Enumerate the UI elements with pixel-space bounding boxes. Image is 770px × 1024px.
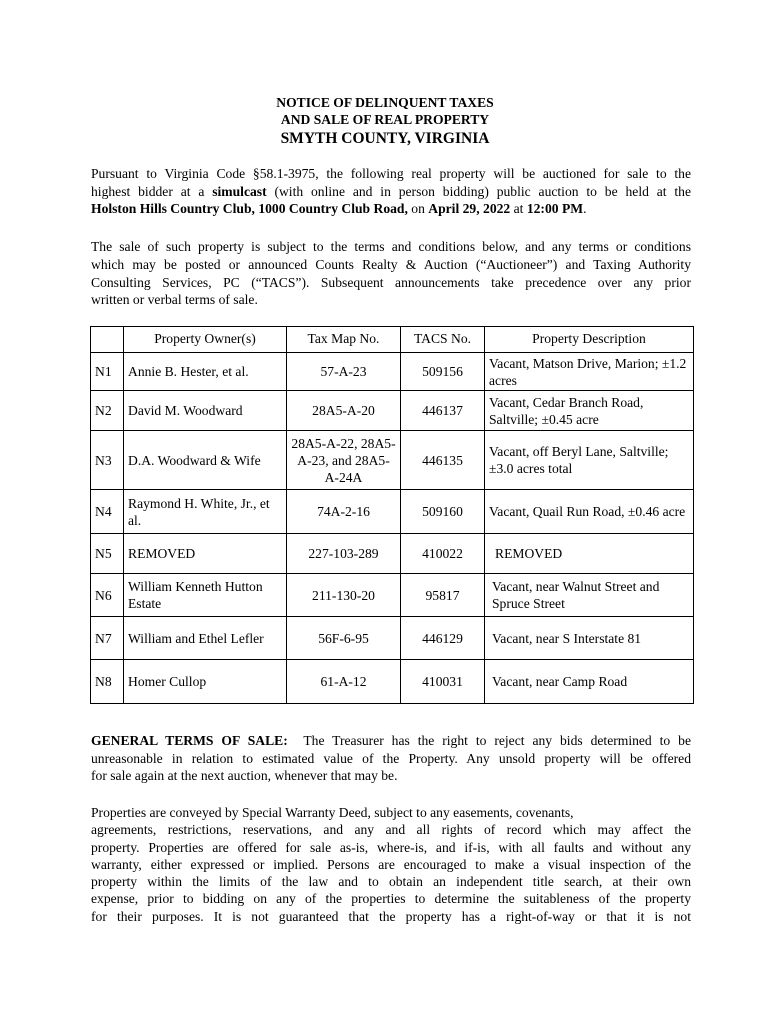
- auction-time: 12:00 PM: [526, 201, 584, 217]
- row-description: Vacant, Cedar Branch Road, Saltville; ±0.45 acre: [485, 391, 694, 431]
- intro-paragraph: [91, 165, 691, 218]
- intro-line-1: Pursuant to Virginia Code §58.1-3975, the following real property will be auctioned for sale to the: [91, 166, 691, 181]
- row-tax-map: 56F-6-95: [287, 617, 401, 660]
- notice-subtitle: AND SALE OF REAL PROPERTY: [280, 112, 490, 127]
- row-description: Vacant, near S Interstate 81: [485, 617, 694, 660]
- row-owner: Annie B. Hester, et al.: [124, 353, 287, 391]
- simulcast-emphasis: simulcast: [212, 183, 267, 199]
- row-owner: REMOVED: [124, 534, 287, 574]
- row-id: N3: [91, 431, 124, 490]
- row-tacs: 410031: [401, 660, 485, 704]
- row-tax-map: 74A-2-16: [287, 490, 401, 534]
- row-tacs: 509160: [401, 490, 485, 534]
- sale-terms-line-2: which may be posted or announced Counts Realty & Auction (“Auctioneer”) and Taxing Authority: [91, 256, 691, 272]
- row-tax-map: 28A5-A-22, 28A5-A-23, and 28A5-A-24A: [287, 431, 401, 490]
- header-tax-map: Tax Map No.: [287, 327, 401, 353]
- row-tax-map: 227-103-289: [287, 534, 401, 574]
- table-header-row: [91, 327, 694, 353]
- table-row: [91, 490, 694, 534]
- row-tacs: 446129: [401, 617, 485, 660]
- sale-terms-line-4: written or verbal terms of sale.: [91, 292, 258, 308]
- general-terms-line-1: GENERAL TERMS OF SALE: The Treasurer has the right to reject any bids determined to be: [91, 733, 691, 748]
- row-id: N1: [91, 353, 124, 391]
- property-table: [90, 326, 694, 704]
- conveyance-line-4: warranty, either expressed or implied. Persons are encouraged to make a visual inspection of the: [91, 856, 691, 872]
- auction-location: Holston Hills Country Club, 1000 Country Club Road,: [91, 201, 408, 217]
- sale-terms-line-1: The sale of such property is subject to the terms and conditions below, and any terms or conditions: [91, 239, 691, 254]
- row-owner: Raymond H. White, Jr., et al.: [124, 490, 287, 534]
- row-id: N6: [91, 574, 124, 617]
- row-description: Vacant, Matson Drive, Marion; ±1.2 acres: [485, 353, 694, 391]
- table-row: [91, 431, 694, 490]
- row-id: N7: [91, 617, 124, 660]
- conveyance-line-5: property within the limits of the law and to obtain an independent title search, at their own: [91, 874, 691, 890]
- conveyance-line-1: Properties are conveyed by Special Warranty Deed, subject to any easements, covenants,: [91, 805, 574, 820]
- row-owner: D.A. Woodward & Wife: [124, 431, 287, 490]
- row-tacs: 95817: [401, 574, 485, 617]
- row-description: Vacant, Quail Run Road, ±0.46 acre: [485, 490, 694, 534]
- intro-line-3: Holston Hills Country Club, 1000 Country Club Road, on April 29, 2022 at 12:00 PM.: [91, 201, 587, 217]
- conveyance-paragraph: [91, 804, 691, 925]
- conveyance-line-2: agreements, restrictions, reservations, and any and all rights of record which may affect the: [91, 822, 691, 838]
- row-description: Vacant, near Walnut Street and Spruce Street: [485, 574, 694, 617]
- row-tax-map: 57-A-23: [287, 353, 401, 391]
- general-terms-paragraph: [91, 732, 691, 785]
- row-tacs: 410022: [401, 534, 485, 574]
- sale-terms-line-3: Consulting Services, PC (“TACS”). Subsequent announcements take precedence over any prior: [91, 274, 691, 290]
- conveyance-line-3: property. Properties are offered for sale as-is, where-is, and if-is, with all faults and without any: [91, 839, 691, 855]
- table-row: [91, 391, 694, 431]
- table-row: [91, 660, 694, 704]
- row-tax-map: 61-A-12: [287, 660, 401, 704]
- table-row: [91, 617, 694, 660]
- row-id: N2: [91, 391, 124, 431]
- intro-line-2: highest bidder at a simulcast (with online and in person bidding) public auction to be held at the: [91, 183, 692, 199]
- row-tacs: 509156: [401, 353, 485, 391]
- conveyance-line-6: expense, prior to bidding on any of the properties to determine the suitableness of the property: [91, 891, 691, 907]
- row-description: Vacant, near Camp Road: [485, 660, 694, 704]
- general-terms-line-2: unreasonable in relation to estimated value of the Property. Any unsold property will be offered: [91, 750, 691, 766]
- county-heading: SMYTH COUNTY, VIRGINIA: [280, 130, 490, 147]
- row-tacs: 446135: [401, 431, 485, 490]
- row-description: REMOVED: [485, 534, 694, 574]
- notice-title: NOTICE OF DELINQUENT TAXES: [276, 95, 494, 110]
- header-tacs: TACS No.: [401, 327, 485, 353]
- row-owner: Homer Cullop: [124, 660, 287, 704]
- row-tax-map: 211-130-20: [287, 574, 401, 617]
- header-description: Property Description: [485, 327, 694, 353]
- row-owner: William Kenneth Hutton Estate: [124, 574, 287, 617]
- table-row: [91, 534, 694, 574]
- general-terms-line-3: for sale again at the next auction, whenever that may be.: [91, 768, 398, 784]
- row-description: Vacant, off Beryl Lane, Saltville; ±3.0 acres total: [485, 431, 694, 490]
- row-owner: David M. Woodward: [124, 391, 287, 431]
- auction-date: April 29, 2022: [428, 201, 511, 217]
- row-tacs: 446137: [401, 391, 485, 431]
- general-terms-label: GENERAL TERMS OF SALE:: [91, 733, 288, 748]
- row-id: N5: [91, 534, 124, 574]
- conveyance-line-7: for their purposes. It is not guaranteed that the property has a right-of-way or that it is not: [91, 908, 691, 924]
- table-row: [91, 353, 694, 391]
- row-tax-map: 28A5-A-20: [287, 391, 401, 431]
- sale-terms-paragraph: [91, 238, 691, 309]
- header-id: [91, 327, 124, 353]
- row-id: N8: [91, 660, 124, 704]
- row-owner: William and Ethel Lefler: [124, 617, 287, 660]
- row-id: N4: [91, 490, 124, 534]
- table-row: [91, 574, 694, 617]
- header-owner: Property Owner(s): [124, 327, 287, 353]
